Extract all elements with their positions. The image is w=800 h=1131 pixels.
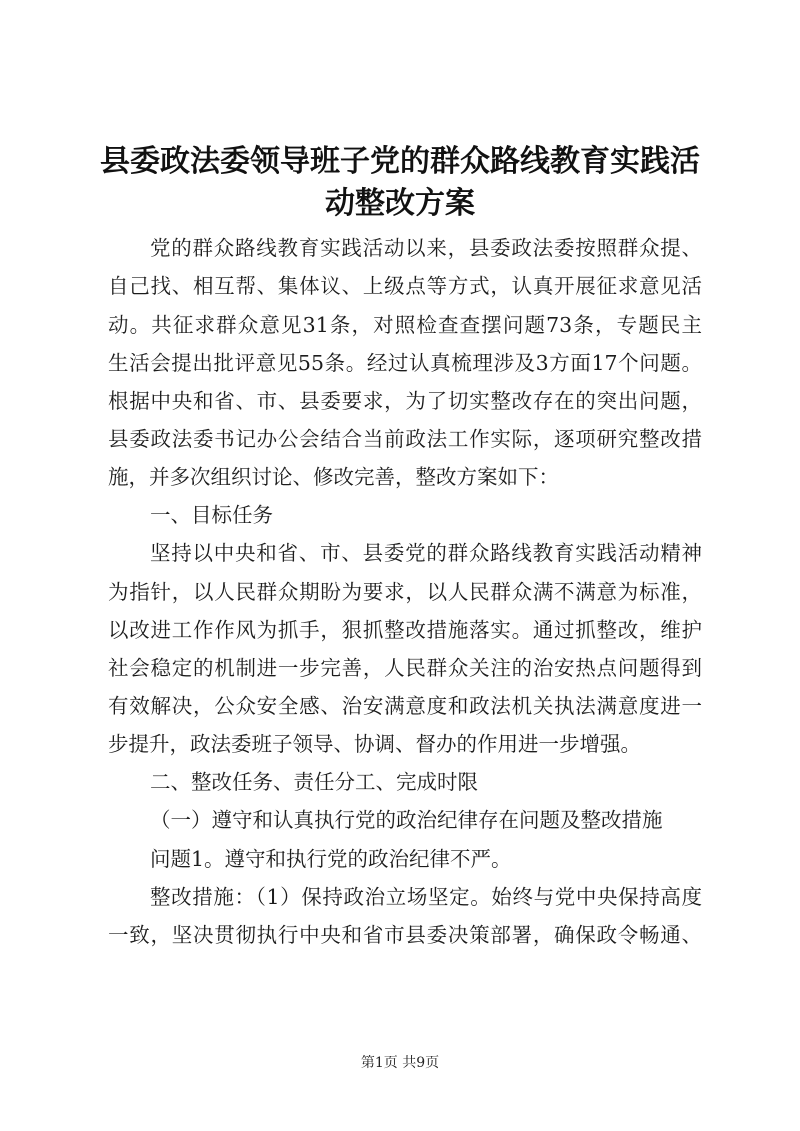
problem-label: 问题1。遵守和执行党的政治纪律不严。 [150, 847, 512, 871]
paragraph-line: 坚持以中央和省、市、县委党的群众路线教育实践活动精神 [150, 541, 702, 565]
paragraph-line: 一致，坚决贯彻执行中央和省市县委决策部署，确保政令畅通、 [108, 923, 702, 947]
paragraph-line: 自己找、相互帮、集体议、上级点等方式，认真开展征求意见活 [108, 274, 702, 298]
paragraph-line: 步提升，政法委班子领导、协调、督办的作用进一步增强。 [108, 732, 641, 756]
paragraph-line: 为指针，以人民群众期盼为要求，以人民群众满不满意为标准， [108, 580, 702, 604]
section-heading: 二、整改任务、责任分工、完成时限 [150, 770, 478, 794]
paragraph-line: 社会稳定的机制进一步完善，人民群众关注的治安热点问题得到 [108, 656, 702, 680]
paragraph-line: 施，并多次组织讨论、修改完善，整改方案如下： [108, 465, 559, 489]
paragraph-line: 动。共征求群众意见31条，对照检查查摆问题73条，专题民主 [108, 313, 702, 337]
paragraph-line: 生活会提出批评意见55条。经过认真梳理涉及3方面17个问题。 [108, 351, 702, 375]
paragraph-line: 整改措施：（1）保持政治立场坚定。始终与党中央保持高度 [150, 885, 702, 909]
paragraph-line: 根据中央和省、市、县委要求，为了切实整改存在的突出问题， [108, 389, 702, 413]
document-title-line-2: 动整改方案 [325, 186, 475, 221]
document-title-line-1: 县委政法委领导班子党的群众路线教育实践活 [100, 144, 700, 179]
subsection-heading: （一）遵守和认真执行党的政治纪律存在问题及整改措施 [150, 808, 663, 832]
paragraph-line: 党的群众路线教育实践活动以来，县委政法委按照群众提、 [150, 236, 702, 260]
paragraph-line: 县委政法委书记办公会结合当前政法工作实际，逐项研究整改措 [108, 427, 702, 451]
paragraph-line: 有效解决，公众安全感、治安满意度和政法机关执法满意度进一 [108, 694, 702, 718]
section-heading: 一、目标任务 [150, 503, 273, 527]
page-number-footer: 第1页 共9页 [360, 1055, 440, 1071]
paragraph-line: 以改进工作作风为抓手，狠抓整改措施落实。通过抓整改，维护 [108, 618, 702, 642]
